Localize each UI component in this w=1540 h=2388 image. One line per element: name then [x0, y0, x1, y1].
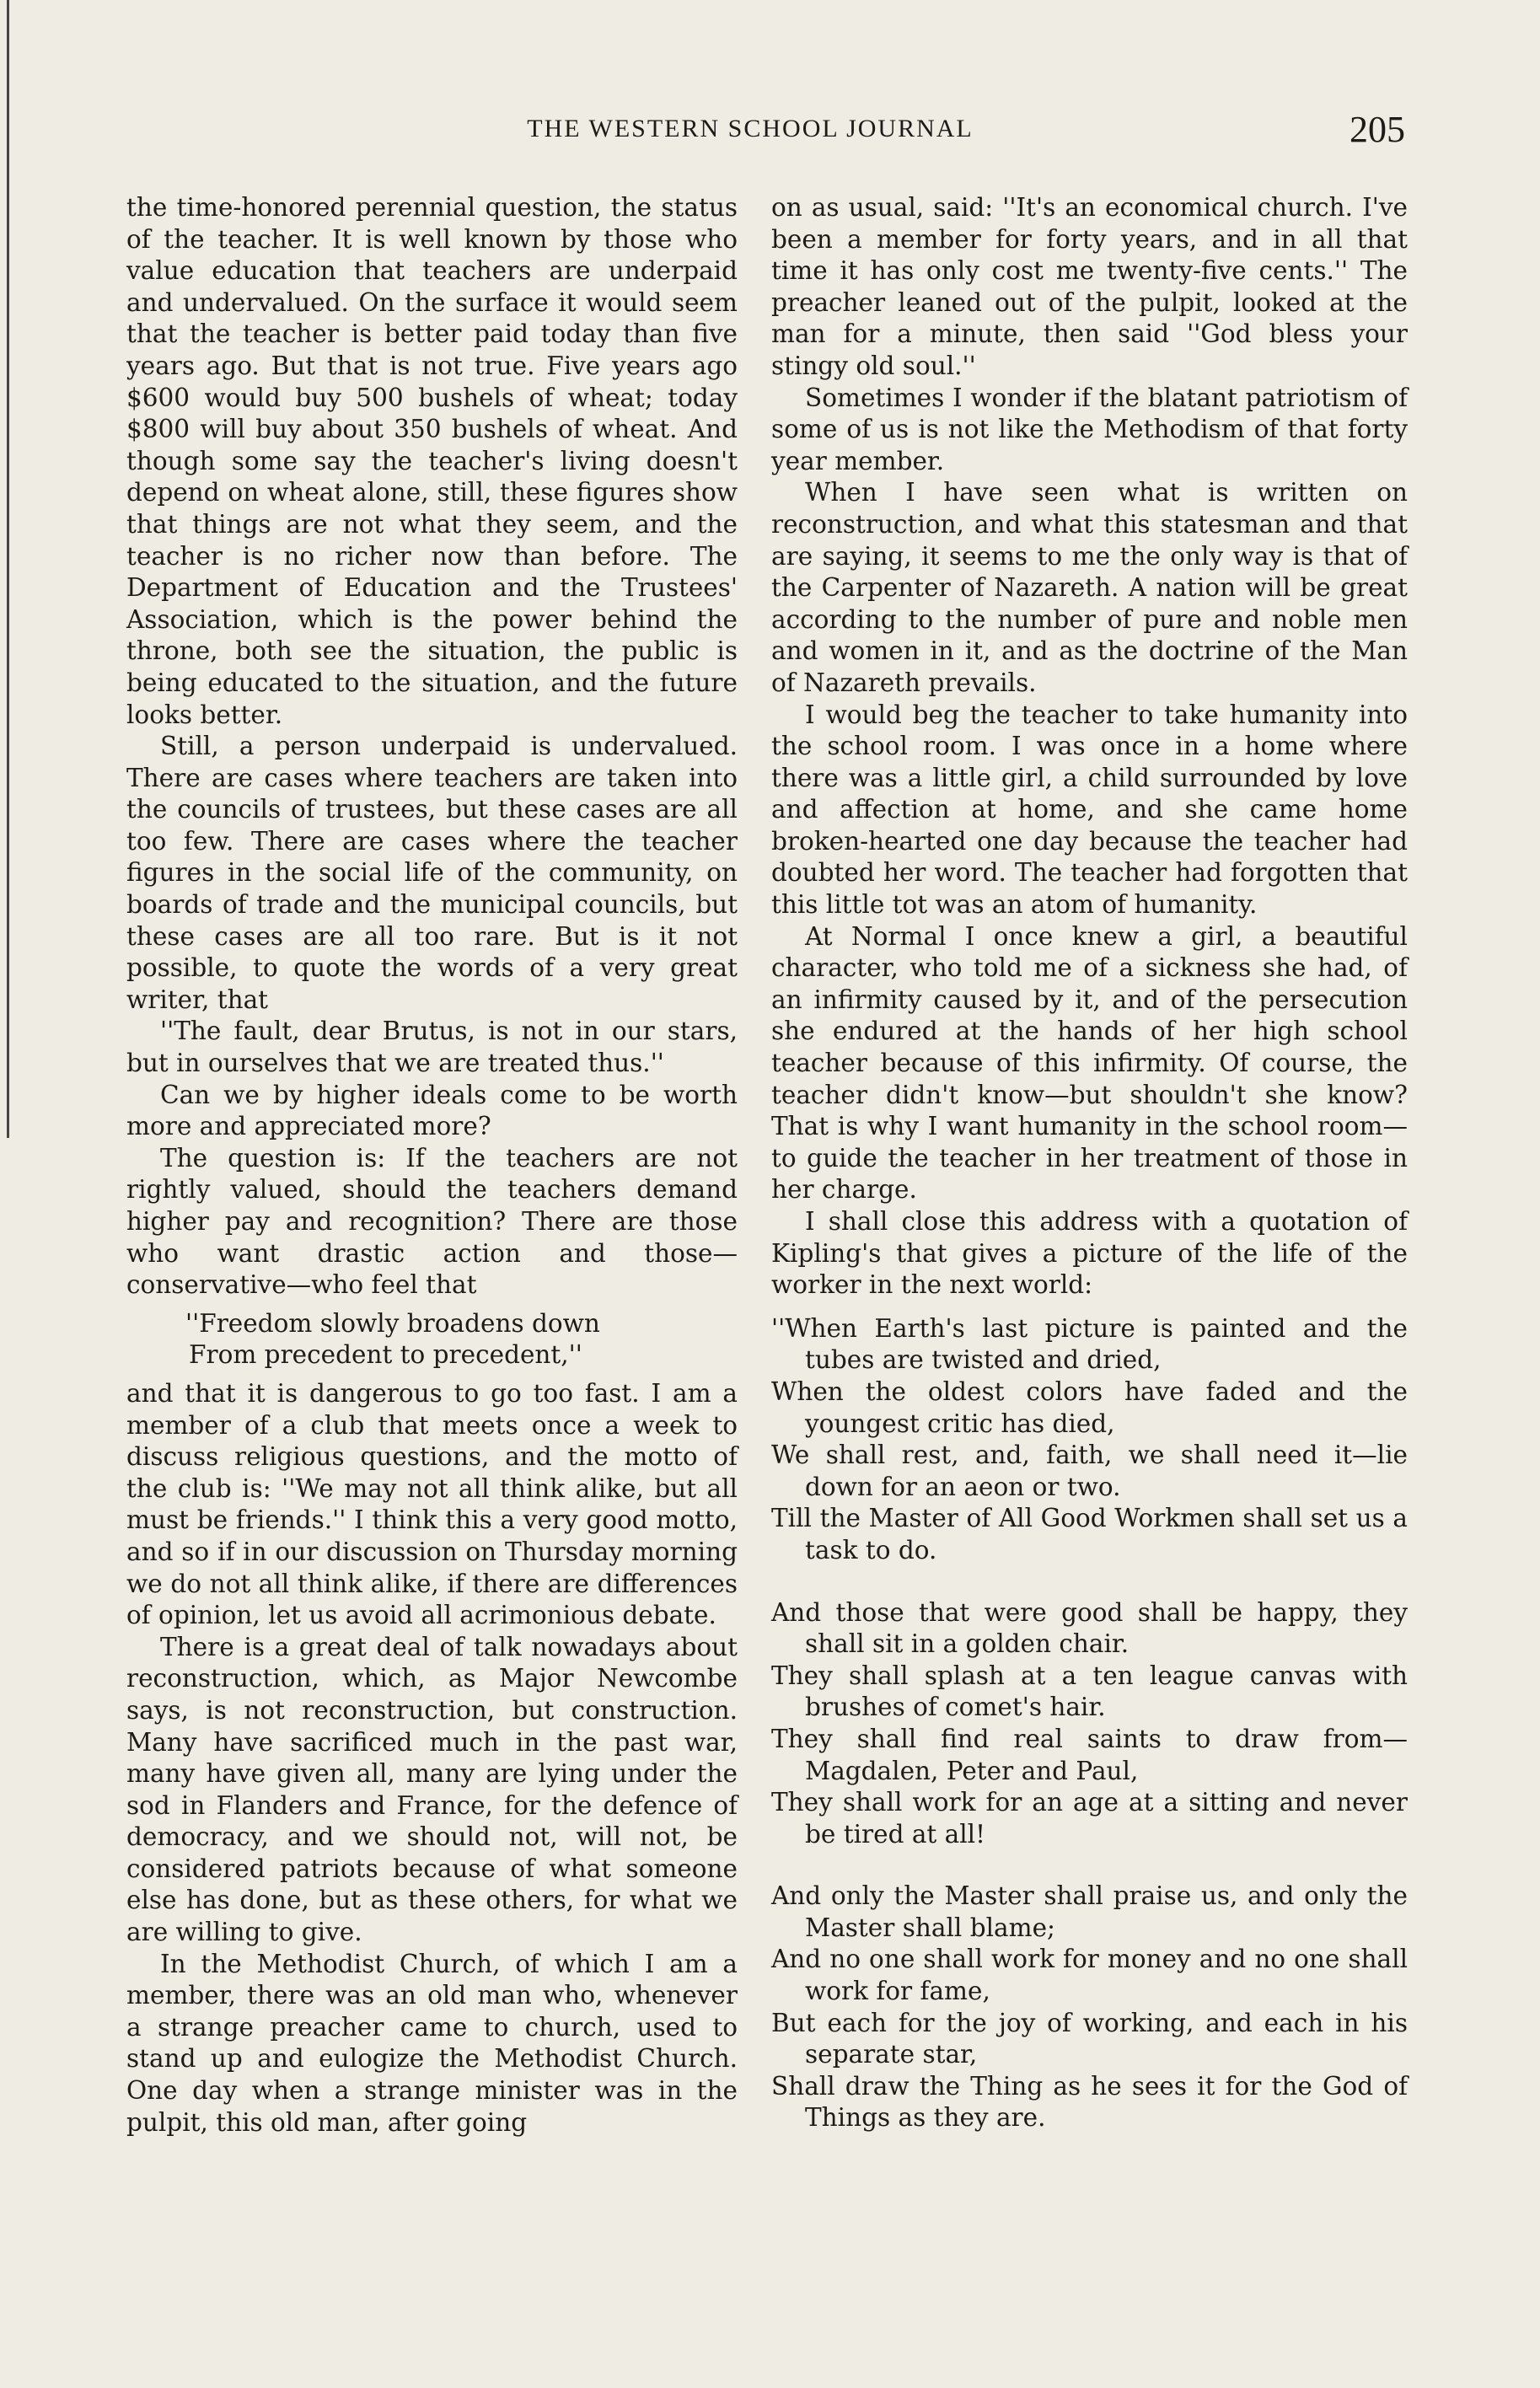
poem-line: And no one shall work for money and no one shall work for fame, [771, 1945, 1408, 2006]
verse-line: From precedent to precedent,'' [189, 1340, 582, 1370]
left-column [126, 192, 738, 2138]
verse-line: ''Freedom slowly broadens down [185, 1308, 600, 1338]
paragraph: Still, a person underpaid is undervalued. There are cases where teachers are taken into the councils of trustees, but these cases are all too few. There are cases where the teacher figures in the social life of the community, on boards of trade and the municipal councils, but these cases are all too rare. But is it not possible, to quote the words of a very great writer, that [126, 732, 738, 1014]
page-number: 205 [1350, 109, 1405, 150]
poem-line: But each for the joy of working, and each in his separate star, [771, 2008, 1408, 2069]
paragraph: the time-honored perennial question, the status of the teacher. It is well known by those who value education that teachers are underpaid and undervalued. On the surface it would seem that the teacher is better paid today than five years ago. But that is not true. Five years ago $600 would buy 500 bushels of wheat; today $800 will buy about 350 bushels of wheat. And though some say the teacher's living doesn't depend on wheat alone, still, these figures show that things are not what they seem, and the teacher is no richer now than before. The Department of Education and the Trustees' Association, which is the power behind the throne, both see the situation, the public is being educated to the situation, and the future looks better. [126, 193, 738, 729]
paragraph: At Normal I once knew a girl, a beautiful character, who told me of a sickness she had, of an infirmity caused by it, and of the persecution she endured at the hands of her high school teacher because of this infirmity. Of course, the teacher didn't know—but shouldn't she know? That is why I want humanity in the school room—to guide the teacher in her treatment of those in her charge. [771, 921, 1408, 1205]
poem-line: And those that were good shall be happy, they shall sit in a golden chair. [771, 1597, 1408, 1659]
page-header [0, 108, 1540, 158]
paragraph: When I have seen what is written on reconstruction, and what this statesman and that are saying, it seems to me the only way is that of the Carpenter of Nazareth. A nation will be great according to the number of pure and noble men and women in it, and as the doctrine of the Man of Nazareth prevails. [771, 478, 1408, 697]
paragraph: on as usual, said: ''It's an economical church. I've been a member for forty years, and in all that time it has only cost me twenty-five cents.'' The preacher leaned out of the pulpit, looked at the man for a minute, then said ''God bless your stingy old soul.'' [771, 193, 1408, 380]
right-column [771, 192, 1408, 2165]
paragraph: Can we by higher ideals come to be worth more and appreciated more? [126, 1080, 738, 1141]
running-title: THE WESTERN SCHOOL JOURNAL [527, 115, 974, 142]
poem-line: ''When Earth's last picture is painted and the tubes are twisted and dried, [771, 1313, 1408, 1375]
poem-line: And only the Master shall praise us, and only the Master shall blame; [771, 1881, 1408, 1942]
poem-line: We shall rest, and, faith, we shall need it—lie down for an aeon or two. [771, 1441, 1408, 1501]
poem-line: They shall splash at a ten league canvas with brushes of comet's hair. [771, 1661, 1408, 1722]
paragraph: The question is: If the teachers are not rightly valued, should the teachers demand higher pay and recognition? There are those who want drastic action and those—conservative—who feel that [126, 1143, 738, 1300]
paragraph: Sometimes I wonder if the blatant patriotism of some of us is not like the Methodism of that forty year member. [771, 383, 1408, 475]
paragraph: There is a great deal of talk nowadays about reconstruction, which, as Major Newcombe says, is not reconstruction, but construction. Many have sacrificed much in the past war, many have given all, many are lying under the sod in Flanders and France, for the defence of democracy, and we should not, will not, be considered patriots because of what someone else has done, but as these others, for what we are willing to give. [126, 1632, 738, 1947]
paragraph: and that it is dangerous to go too fast. I am a member of a club that meets once a week to discuss religious questions, and the motto of the club is: ''We may not all think alike, but all must be friends.'' I think this a very good motto, and so if in our discussion on Thursday morning we do not all think alike, if there are differences of opinion, let us avoid all acrimonious debate. [126, 1378, 738, 1630]
poem-stanza [771, 1881, 1408, 2134]
verse-quotation [185, 1308, 738, 1371]
poem-line: When the oldest colors have faded and the youngest critic has died, [771, 1376, 1408, 1438]
poem-stanza [771, 1313, 1408, 1567]
paragraph: I shall close this address with a quotation of Kipling's that gives a picture of the life of the worker in the next world: [771, 1207, 1408, 1300]
poem-line: Till the Master of All Good Workmen shall set us a task to do. [771, 1504, 1408, 1564]
poem-line: They shall work for an age at a sitting and never be tired at all! [771, 1788, 1408, 1849]
paragraph: I would beg the teacher to take humanity into the school room. I was once in a home where there was a little girl, a child surrounded by love and affection at home, and she came home broken-hearted one day because the teacher had doubted her word. The teacher had forgotten that this little tot was an atom of humanity. [771, 700, 1408, 920]
quotation: ''The fault, dear Brutus, is not in our stars, but in ourselves that we are treated thus.'' [126, 1017, 738, 1078]
poem-line: They shall find real saints to draw from—Magdalen, Peter and Paul, [771, 1724, 1408, 1785]
paragraph: In the Methodist Church, of which I am a member, there was an old man who, whenever a strange preacher came to church, used to stand up and eulogize the Methodist Church. One day when a strange minister was in the pulpit, this old man, after going [126, 1949, 738, 2137]
page-binding-edge [7, 0, 9, 1138]
poem-stanza [771, 1597, 1408, 1851]
poem-line: Shall draw the Thing as he sees it for the God of Things as they are. [771, 2071, 1408, 2133]
kipling-poem [771, 1313, 1408, 2134]
